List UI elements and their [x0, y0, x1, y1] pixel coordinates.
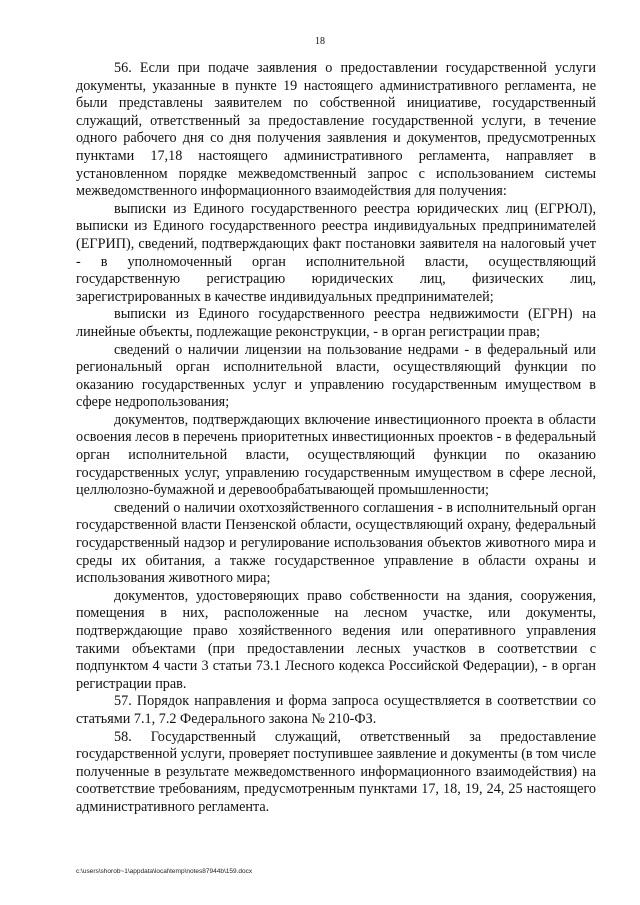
paragraph-58: 58. Государственный служащий, ответственный за предоставление государственной услуги, проверяет поступившее заявление и документы (в том числе полученные в результате межведомственного информационного взаимодействия) на соответствие требованиям, предусмотренным пунктами 17, 18, 19, 24, 25 настоящего административного регламента. [76, 728, 596, 815]
paragraph-egrul: выписки из Единого государственного реестра юридических лиц (ЕГРЮЛ), выписки из Единого государственного реестра индивидуальных предпринимателей (ЕГРИП), сведений, подтверждающих факт постановки заявителя на налоговый учет - в уполномоченный орган исполнительной власти, осуществляющий государственную регистрацию юридических лиц, физических лиц, зарегистрированных в качестве индивидуальных предпринимателей; [76, 200, 596, 305]
paragraph-57: 57. Порядок направления и форма запроса осуществляется в соответствии со статьями 7.1, 7.2 Федерального закона № 210-ФЗ. [76, 693, 596, 727]
paragraph-license: сведений о наличии лицензии на пользование недрами - в федеральный или региональный орган исполнительной власти, осуществляющий функции по оказанию государственных услуг и управлению государственным имуществом в сфере недропользования; [76, 341, 596, 411]
paragraph-56: 56. Если при подаче заявления о предоставлении государственной услуги документы, указанные в пункте 19 настоящего административного регламента, не были представлены заявителем по собственной инициативе, государственный служащий, ответственный за предоставление государственной услуги, в течение одного рабочего дня со дня получения заявления и документов, предусмотренных пунктами 17,18 настоящего административного регламента, направляет в установленном порядке межведомственный запрос с использованием системы межведомственного информационного взаимодействия для получения: [76, 60, 596, 200]
paragraph-investment: документов, подтверждающих включение инвестиционного проекта в области освоения лесов в перечень приоритетных инвестиционных проектов - в федеральный орган исполнительной власти, осуществляющий функции по оказанию государственных услуг, управлению государственным имуществом в сфере лесной, целлюлозно-бумажной и деревообрабатывающей промышленности; [76, 411, 596, 499]
paragraph-ownership: документов, удостоверяющих право собственности на здания, сооружения, помещения в них, расположенные на лесном участке, или документы, подтверждающие право хозяйственного ведения или оперативного управления такими объектами (при предоставлении лесных участков в соответствии с подпунктом 4 части 3 статьи 73.1 Лесного кодекса Российской Федерации), - в орган регистрации прав. [76, 587, 596, 692]
paragraph-egrn: выписки из Единого государственного реестра недвижимости (ЕГРН) на линейные объекты, подлежащие реконструкции, - в орган регистрации прав; [76, 306, 596, 340]
file-path-footer: c:\users\shorob~1\appdata\local\temp\notes87944b\159.docx [76, 868, 253, 875]
document-body [76, 60, 596, 817]
page-number: 18 [315, 36, 325, 47]
paragraph-hunting: сведений о наличии охотхозяйственного соглашения - в исполнительный орган государственной власти Пензенской области, осуществляющий охрану, федеральный государственный надзор и регулирование использования объектов животного мира и среды их обитания, а также государственное управление в области охраны и использования животного мира; [76, 499, 596, 587]
